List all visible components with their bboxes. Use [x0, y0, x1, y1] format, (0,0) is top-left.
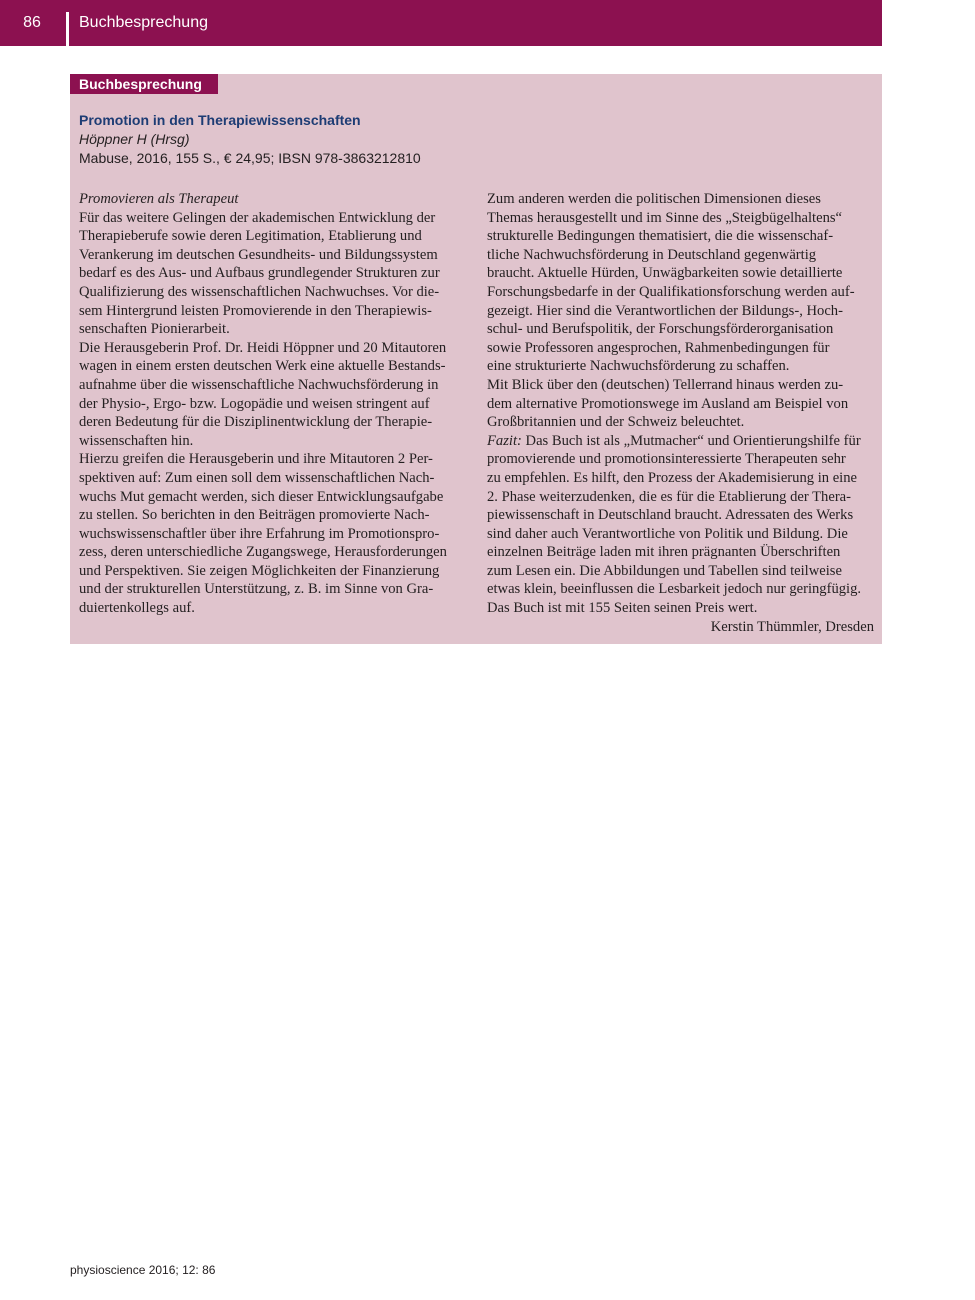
- text-line: promovierende und promotionsinteressierte Therapeuten sehr: [487, 451, 846, 468]
- text-line: duiertenkollegs auf.: [79, 600, 195, 617]
- section-label: Buchbesprechung: [70, 74, 218, 94]
- right-column: [487, 190, 874, 636]
- fazit-label: Fazit:: [487, 432, 522, 449]
- text-line: 2. Phase weiterzudenken, die es für die Etablierung der Thera-: [487, 488, 852, 505]
- text-line: wuchs Mut gemacht werden, sich dieser Entwicklungsaufgabe: [79, 488, 444, 505]
- text-line: und der strukturellen Unterstützung, z. B. im Sinne von Gra-: [79, 581, 434, 598]
- text-line: gezeigt. Hier sind die Verantwortlichen der Bildungs-, Hoch-: [487, 302, 843, 319]
- text-line: zum Lesen ein. Die Abbildungen und Tabellen sind teilweise: [487, 562, 842, 579]
- text-line: Themas herausgestellt und im Sinne des „Steigbügelhaltens“: [487, 209, 843, 226]
- text-line: der Physio-, Ergo- bzw. Logopädie und weisen stringent auf: [79, 395, 430, 412]
- text-line: dem alternative Promotionswege im Ausland am Beispiel von: [487, 395, 849, 412]
- text-line: etwas klein, beeinflussen die Lesbarkeit jedoch nur geringfügig.: [487, 581, 862, 598]
- text-line: wuchswissenschaftler über ihre Erfahrung im Promotionspro-: [79, 525, 440, 542]
- book-title: Promotion in den Therapiewissenschaften: [79, 112, 361, 128]
- text-line: spektiven auf: Zum einen soll dem wissenschaftlichen Nach-: [79, 469, 435, 486]
- text-line: sind daher auch Verantwortliche von Politik und Bildung. Die: [487, 525, 848, 542]
- book-publication: Mabuse, 2016, 155 S., € 24,95; IBSN 978-3863212810: [79, 150, 421, 166]
- footer-citation: physioscience 2016; 12: 86: [70, 1263, 216, 1277]
- text-line: sem Hintergrund leisten Promovierende in den Therapiewis-: [79, 302, 432, 319]
- text-line: eine strukturierte Nachwuchsförderung zu schaffen.: [487, 358, 790, 375]
- text-line: Hierzu greifen die Herausgeberin und ihre Mitautoren 2 Per-: [79, 451, 433, 468]
- text-line: Großbritannien und der Schweiz beleuchtet.: [487, 414, 745, 431]
- text-line: Forschungsbedarfe in der Qualifikationsforschung werden auf-: [487, 283, 855, 300]
- text-line: senschaften Pionierarbeit.: [79, 321, 230, 338]
- book-info: [79, 111, 779, 168]
- text-line: Das Buch ist mit 155 Seiten seinen Preis wert.: [487, 600, 758, 617]
- text-line: Zum anderen werden die politischen Dimensionen dieses: [487, 191, 821, 207]
- text-line: aufnahme über die wissenschaftliche Nachwuchsförderung in: [79, 376, 439, 393]
- review-subtitle: Promovieren als Therapeut: [79, 191, 239, 207]
- book-editor: Höppner H (Hrsg): [79, 131, 190, 147]
- page-number: 86: [23, 14, 41, 31]
- text-line: bedarf es des Aus- und Aufbaus grundlegender Strukturen zur: [79, 265, 440, 282]
- text-line: strukturelle Bedingungen thematisiert, die die wissenschaf-: [487, 228, 834, 245]
- text-line: Verankerung im deutschen Gesundheits- und Bildungssystem: [79, 246, 438, 263]
- text-line: piewissenschaft in Deutschland braucht. Adressaten des Werks: [487, 507, 854, 524]
- text-line: deren Bedeutung für die Disziplinentwicklung der Therapie-: [79, 414, 433, 431]
- text-line: tliche Nachwuchsförderung in Deutschland gegenwärtig: [487, 246, 817, 263]
- review-author: Kerstin Thümmler, Dresden: [710, 618, 874, 635]
- left-column: [79, 190, 471, 618]
- header-divider: [66, 12, 69, 46]
- right-column-text-b: [487, 450, 874, 617]
- text-line: Für das weitere Gelingen der akademischen Entwicklung der: [79, 209, 436, 226]
- text-line: zu stellen. So berichten in den Beiträgen promovierte Nach-: [79, 507, 430, 524]
- text-line: Mit Blick über den (deutschen) Tellerrand hinaus werden zu-: [487, 376, 844, 393]
- text-line: wissenschaften hin.: [79, 432, 194, 449]
- text-line: einzelnen Beiträge laden mit ihren prägnanten Überschriften: [487, 544, 841, 561]
- fazit-text: Das Buch ist als „Mutmacher“ und Orientierungshilfe für: [521, 432, 861, 449]
- text-line: Therapieberufe sowie deren Legitimation, Etablierung und: [79, 228, 422, 245]
- text-line: wagen in einem ersten deutschen Werk eine aktuelle Bestands-: [79, 358, 446, 375]
- right-column-text-a: [487, 190, 874, 432]
- header-title: Buchbesprechung: [79, 14, 208, 31]
- text-line: zu empfehlen. Es hilft, den Prozess der Akademisierung in eine: [487, 469, 858, 486]
- text-line: schul- und Berufspolitik, der Forschungsförderorganisation: [487, 321, 834, 338]
- text-line: Die Herausgeberin Prof. Dr. Heidi Höppner und 20 Mitautoren: [79, 339, 447, 356]
- text-line: Qualifizierung des wissenschaftlichen Nachwuchses. Vor die-: [79, 283, 440, 300]
- left-column-text: [79, 209, 471, 618]
- text-line: braucht. Aktuelle Hürden, Unwägbarkeiten sowie detaillierte: [487, 265, 843, 282]
- text-line: zess, deren unterschiedliche Zugangswege, Herausforderungen: [79, 544, 447, 561]
- fazit-line: [487, 432, 874, 451]
- text-line: sowie Professoren angesprochen, Rahmenbedingungen für: [487, 339, 830, 356]
- text-line: und Perspektiven. Sie zeigen Möglichkeiten der Finanzierung: [79, 562, 440, 579]
